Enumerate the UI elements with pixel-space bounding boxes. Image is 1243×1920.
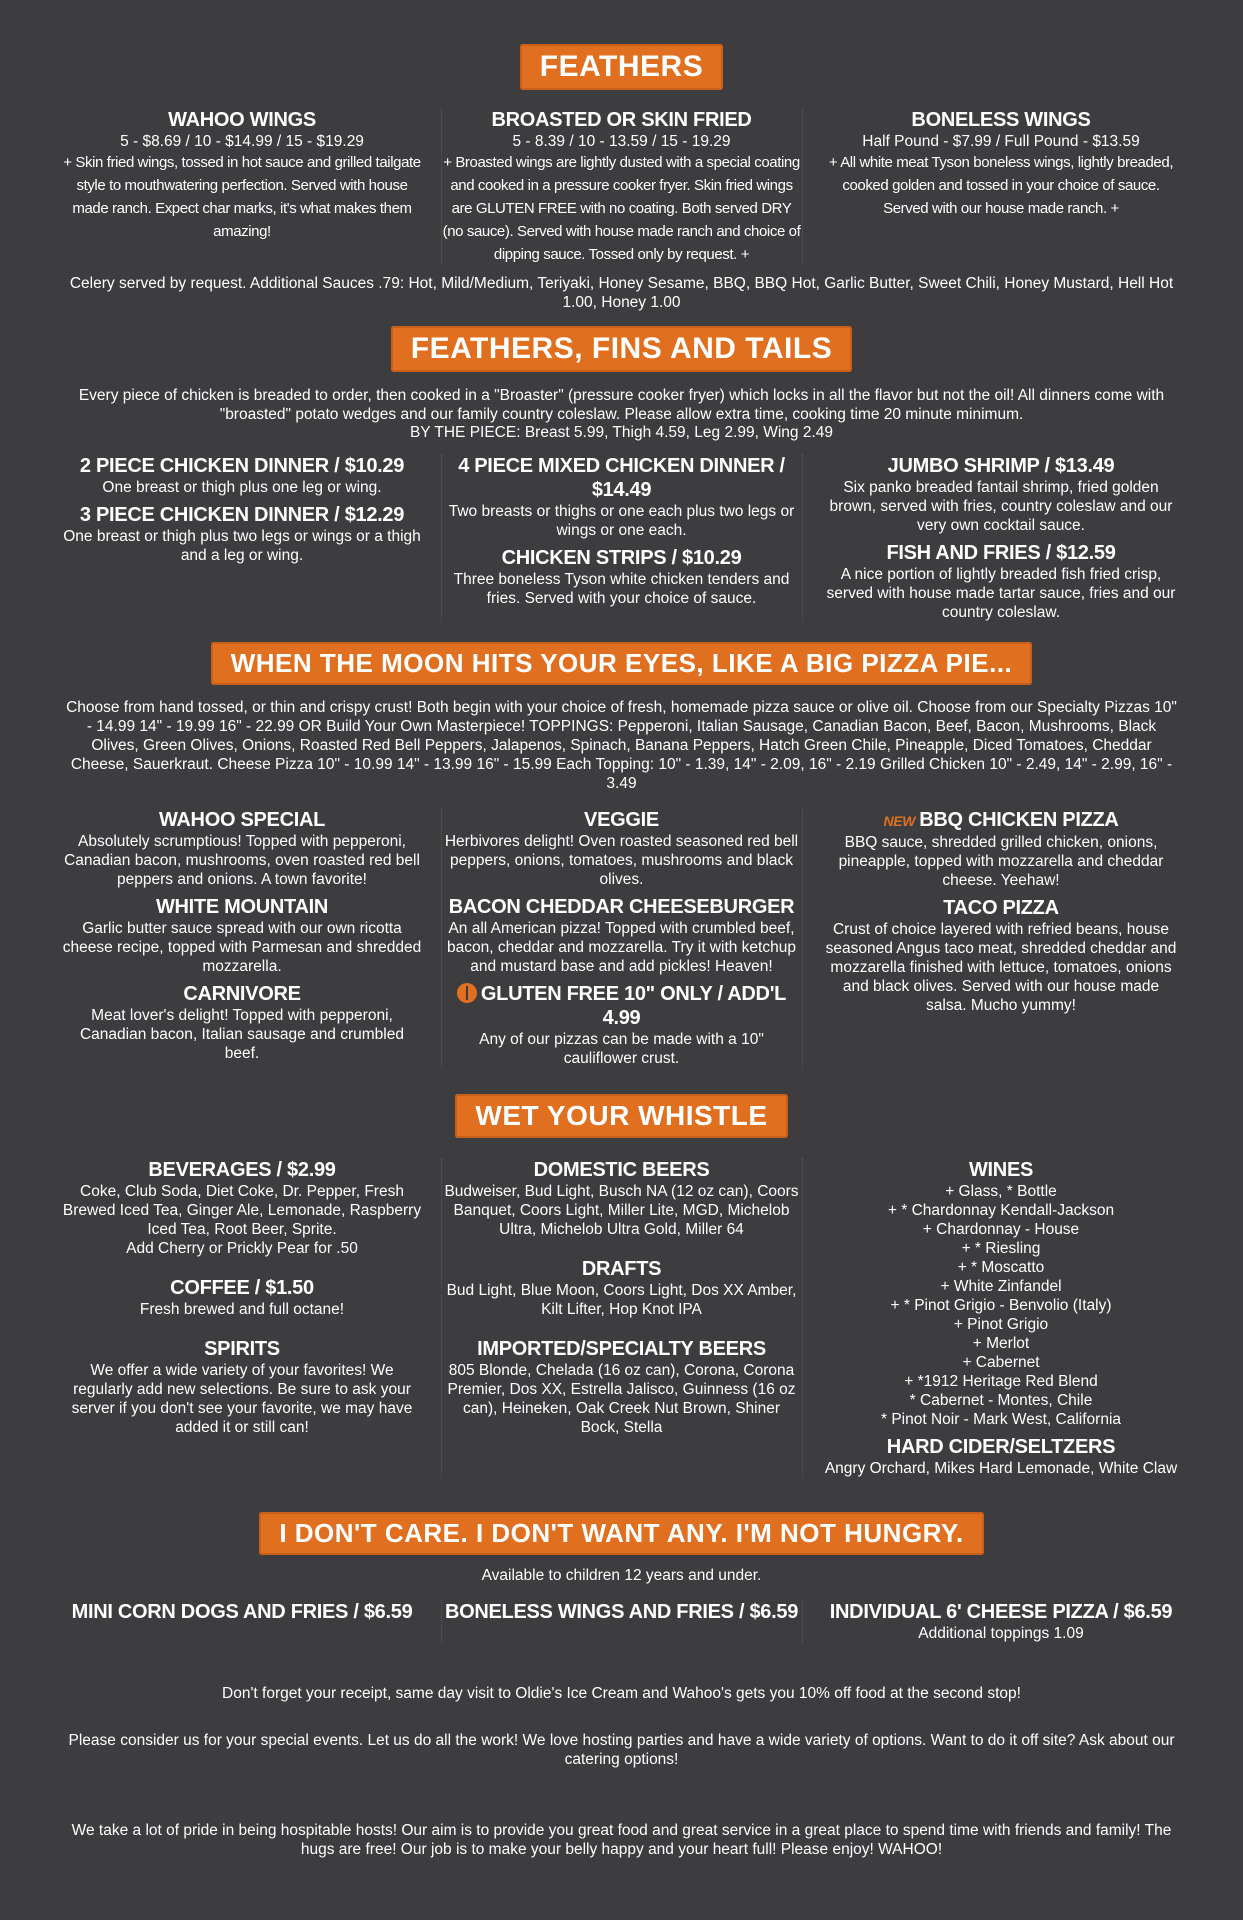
broasted-wings-title: BROASTED OR SKIN FRIED (491, 109, 752, 131)
bacon-cheddar-desc: An all American pizza! Topped with crumbled beef, bacon, cheddar and mozzarella. Try it with ketchup and mustard base and add pickles! Heaven! (447, 920, 796, 975)
ffat-col-1 (62, 454, 422, 622)
veggie-title: VEGGIE (584, 809, 659, 831)
beverages-desc: Coke, Club Soda, Diet Coke, Dr. Pepper, Fresh Brewed Iced Tea, Ginger Ale, Lemonade, Raspberry Iced Tea, Root Beer, Sprite. (62, 1183, 422, 1238)
bbq-title: BBQ CHICKEN PIZZA (919, 809, 1119, 831)
wahoo-special-desc: Absolutely scrumptious! Topped with pepperoni, Canadian bacon, mushrooms, oven roasted red bell peppers and onions. A town favorite! (64, 833, 420, 888)
spirits-desc: We offer a wide variety of your favorites! We regularly add new selections. Be sure to ask your server if you don't see your favorite, we may have added it or still can! (71, 1362, 413, 1436)
broasted-wings-prices: 5 - 8.39 / 10 - 13.59 / 15 - 19.29 (512, 133, 731, 150)
receipt-note: Don't forget your receipt, same day visit to Oldie's Ice Cream and Wahoo's gets you 10% off food at the second stop! (222, 1685, 1021, 1702)
broasted-wings-item (441, 108, 803, 266)
gluten-free-desc: Any of our pizzas can be made with a 10" cauliflower crust. (479, 1031, 764, 1067)
kids-wings-title: BONELESS WINGS AND FRIES / $6.59 (444, 1601, 799, 1623)
wahoo-special-title: WAHOO SPECIAL (158, 809, 326, 831)
wines-list (821, 1182, 1181, 1429)
four-piece-title: 4 PIECE MIXED CHICKEN DINNER / $14.49 (458, 455, 785, 501)
cider-desc: Angry Orchard, Mikes Hard Lemonade, White Claw (824, 1460, 1178, 1477)
white-mountain-desc: Garlic butter sauce spread with our own ricotta cheese recipe, topped with Parmesan and shredded mozzarella. (62, 920, 422, 975)
bbq-desc: BBQ sauce, shredded grilled chicken, onions, pineapple, topped with mozzarella and cheddar cheese. Yeehaw! (838, 834, 1164, 889)
ffat-intro: Every piece of chicken is breaded to order, then cooked in a "Broaster" (pressure cooker fryer) which locks in all the flavor but not the oil! All dinners come with "broasted" potato wedges and our family country coleslaw. Please allow extra time, cooking time 20 minute minimum. (78, 387, 1165, 423)
imported-desc: 805 Blonde, Chelada (16 oz can), Corona, Corona Premier, Dos XX, Estrella Jalisco, Guinness (16 oz can), Heineken, Oak Creek Nut Brown, Shiner Bock, Stella (447, 1362, 796, 1436)
ffat-banner: FEATHERS, FINS AND TAILS (391, 326, 852, 372)
drinks-col-2 (441, 1158, 803, 1478)
wine-item: + * Chardonnay Kendall-Jackson (887, 1202, 1115, 1219)
two-piece-title: 2 PIECE CHICKEN DINNER / $10.29 (79, 455, 405, 477)
kids-col-3 (821, 1600, 1181, 1643)
spirits-title: SPIRITS (204, 1338, 280, 1360)
feathers-banner-wrap (0, 44, 1243, 90)
fish-desc: A nice portion of lightly breaded fish fried crisp, served with house made tartar sauce, fries and our country coleslaw. (826, 566, 1176, 621)
drinks-banner-wrap (0, 1094, 1243, 1138)
wines-title: WINES (968, 1159, 1034, 1181)
wine-item: + * Pinot Grigio - Benvolio (Italy) (890, 1297, 1112, 1314)
boneless-wings-title: BONELESS WINGS (911, 109, 1091, 131)
wine-item: + Pinot Grigio (953, 1316, 1049, 1333)
ffat-columns (0, 454, 1243, 622)
four-piece-desc: Two breasts or thighs or one each plus two legs or wings or one each. (448, 503, 795, 539)
wine-item: + *1912 Heritage Red Blend (904, 1373, 1098, 1390)
pizza-col-1 (62, 808, 422, 1068)
new-badge: NEW (883, 813, 916, 829)
wine-item: * Pinot Noir - Mark West, California (880, 1411, 1122, 1428)
strips-title: CHICKEN STRIPS / $10.29 (501, 547, 742, 569)
wine-item: + Glass, * Bottle (945, 1183, 1057, 1200)
events-note: Please consider us for your special events. Let us do all the work! We love hosting parties and have a wide variety of options. Want to do it off site? Ask about our catering options! (68, 1732, 1175, 1768)
wine-item: + * Moscatto (957, 1259, 1045, 1276)
drinks-banner: WET YOUR WHISTLE (455, 1094, 787, 1138)
fish-title: FISH AND FRIES / $12.59 (886, 542, 1116, 564)
domestic-title: DOMESTIC BEERS (533, 1159, 710, 1181)
wahoo-wings-item (62, 108, 422, 266)
strips-desc: Three boneless Tyson white chicken tenders and fries. Served with your choice of sauce. (453, 571, 790, 607)
wahoo-wings-title: WAHOO WINGS (168, 109, 316, 131)
veggie-desc: Herbivores delight! Oven roasted seasoned red bell peppers, onions, tomatoes, mushrooms and black olives. (444, 833, 799, 888)
carnivore-title: CARNIVORE (183, 983, 301, 1005)
kids-col-1 (62, 1600, 422, 1643)
ffat-by-piece: BY THE PIECE: Breast 5.99, Thigh 4.59, Leg 2.99, Wing 2.49 (409, 424, 834, 441)
wahoo-wings-prices: 5 - $8.69 / 10 - $14.99 / 15 - $19.29 (120, 133, 364, 150)
pizza-intro: Choose from hand tossed, or thin and crispy crust! Both begin with your choice of fresh, homemade pizza sauce or olive oil. Choose from our Specialty Pizzas 10" - 14.99 14" - 19.99 16" - 22.99 OR Build Your Own Masterpiece! TOPPINGS: Pepperoni, Italian Sausage, Canadian Bacon, Beef, Bacon, Mushrooms, Black Olives, Green Olives, Onions, Roasted Red Bell Peppers, Jalapenos, Spinach, Banana Peppers, Hatch Green Chile, Pineapple, Diced Tomatoes, Cheddar Cheese, Sauerkraut. Cheese Pizza 10" - 10.99 14" - 13.99 16" - 15.99 Each Topping: 10" - 1.39, 14" - 2.09, 16" - 2.19 Grilled Chicken 10" - 2.49, 14" - 2.99, 16" - 3.49 (66, 699, 1177, 792)
broasted-wings-desc: + Broasted wings are lightly dusted with a special coating and cooked in a pressure cooker fryer. Skin fried wings are GLUTEN FREE with no coating. Both served DRY (no sauce). Served with house made ranch and choice of dipping sauce. Tossed only by request. + (442, 154, 801, 263)
carnivore-desc: Meat lover's delight! Topped with pepperoni, Canadian bacon, Italian sausage and crumbled beef. (79, 1007, 404, 1062)
wine-item: * Cabernet - Montes, Chile (909, 1392, 1093, 1409)
three-piece-desc: One breast or thigh plus two legs or wings or a thigh and a leg or wing. (63, 528, 421, 564)
shrimp-title: JUMBO SHRIMP / $13.49 (887, 455, 1115, 477)
wine-item: + Merlot (972, 1335, 1030, 1352)
imported-title: IMPORTED/SPECIALTY BEERS (477, 1338, 766, 1360)
pride-note: We take a lot of pride in being hospitable hosts! Our aim is to provide you great food and great service in a great place to spend time with friends and family! The hugs are free! Our job is to make your belly happy and your heart full! Please enjoy! WAHOO! (71, 1822, 1172, 1858)
bbq-heading (821, 808, 1181, 833)
pizza-banner: WHEN THE MOON HITS YOUR EYES, LIKE A BIG PIZZA PIE... (211, 642, 1033, 685)
boneless-wings-prices: Half Pound - $7.99 / Full Pound - $13.59 (862, 133, 1140, 150)
kids-columns (0, 1600, 1243, 1643)
ffat-col-2 (441, 454, 803, 622)
pizza-col-2 (441, 808, 803, 1068)
kids-banner: I DON'T CARE. I DON'T WANT ANY. I'M NOT HUNGRY. (259, 1512, 983, 1555)
bacon-cheddar-title: BACON CHEDDAR CHEESEBURGER (448, 896, 795, 918)
feathers-columns (0, 108, 1243, 266)
kids-pizza-note: Additional toppings 1.09 (918, 1625, 1084, 1642)
drinks-columns (0, 1158, 1243, 1478)
three-piece-title: 3 PIECE CHICKEN DINNER / $12.29 (79, 504, 405, 526)
drinks-col-1 (62, 1158, 422, 1478)
gluten-free-title: GLUTEN FREE 10" ONLY / ADD'L 4.99 (480, 983, 787, 1029)
boneless-wings-desc: + All white meat Tyson boneless wings, lightly breaded, cooked golden and tossed in your choice of sauce. Served with our house made ranch. + (828, 154, 1174, 217)
pizza-col-3 (821, 808, 1181, 1068)
drinks-col-3 (821, 1158, 1181, 1478)
feathers-banner: FEATHERS (520, 44, 723, 90)
domestic-desc: Budweiser, Bud Light, Busch NA (12 oz can), Coors Banquet, Coors Light, Miller Lite, MGD, Michelob Ultra, Michelob Ultra Gold, Miller 64 (444, 1183, 799, 1238)
gluten-free-heading (442, 982, 802, 1030)
coffee-desc: Fresh brewed and full octane! (139, 1301, 345, 1318)
taco-desc: Crust of choice layered with refried beans, house seasoned Angus taco meat, shredded cheddar and mozzarella finished with lettuce, tomatoes, onions and black olives. Served with our house made salsa. Mucho yummy! (825, 921, 1177, 1014)
two-piece-desc: One breast or thigh plus one leg or wing. (102, 479, 382, 496)
shrimp-desc: Six panko breaded fantail shrimp, fried golden brown, served with fries, country coleslaw and our very own cocktail sauce. (829, 479, 1173, 534)
gluten-free-icon (457, 983, 477, 1003)
wahoo-wings-desc: + Skin fried wings, tossed in hot sauce and grilled tailgate style to mouthwatering perfection. Served with house made ranch. Expect char marks, it's what makes them amazing! (63, 154, 421, 240)
kids-pizza-title: INDIVIDUAL 6' CHEESE PIZZA / $6.59 (829, 1601, 1173, 1623)
boneless-wings-item (821, 108, 1181, 266)
ffat-col-3 (821, 454, 1181, 622)
drafts-title: DRAFTS (581, 1258, 662, 1280)
wine-item: + * Riesling (961, 1240, 1041, 1257)
pizza-banner-wrap (0, 642, 1243, 685)
cider-title: HARD CIDER/SELTZERS (886, 1436, 1116, 1458)
coffee-title: COFFEE / $1.50 (170, 1277, 314, 1299)
kids-col-2 (441, 1600, 803, 1643)
sauces-note: Celery served by request. Additional Sauces .79: Hot, Mild/Medium, Teriyaki, Honey Sesame, BBQ, BBQ Hot, Garlic Butter, Sweet Chili, Honey Mustard, Hell Hot 1.00, Honey 1.00 (69, 275, 1174, 311)
white-mountain-title: WHITE MOUNTAIN (155, 896, 329, 918)
drafts-desc: Bud Light, Blue Moon, Coors Light, Dos XX Amber, Kilt Lifter, Hop Knot IPA (446, 1282, 797, 1318)
ffat-banner-wrap (0, 326, 1243, 372)
corndogs-title: MINI CORN DOGS AND FRIES / $6.59 (71, 1601, 413, 1623)
wine-item: + Chardonnay - House (922, 1221, 1080, 1238)
wine-item: + White Zinfandel (940, 1278, 1062, 1295)
pizza-columns (0, 808, 1243, 1068)
beverages-title: BEVERAGES / $2.99 (148, 1159, 336, 1181)
kids-banner-wrap (0, 1512, 1243, 1555)
wine-item: + Cabernet (962, 1354, 1040, 1371)
kids-note: Available to children 12 years and under. (481, 1567, 762, 1584)
beverages-extra: Add Cherry or Prickly Pear for .50 (126, 1240, 358, 1257)
taco-title: TACO PIZZA (943, 897, 1059, 919)
